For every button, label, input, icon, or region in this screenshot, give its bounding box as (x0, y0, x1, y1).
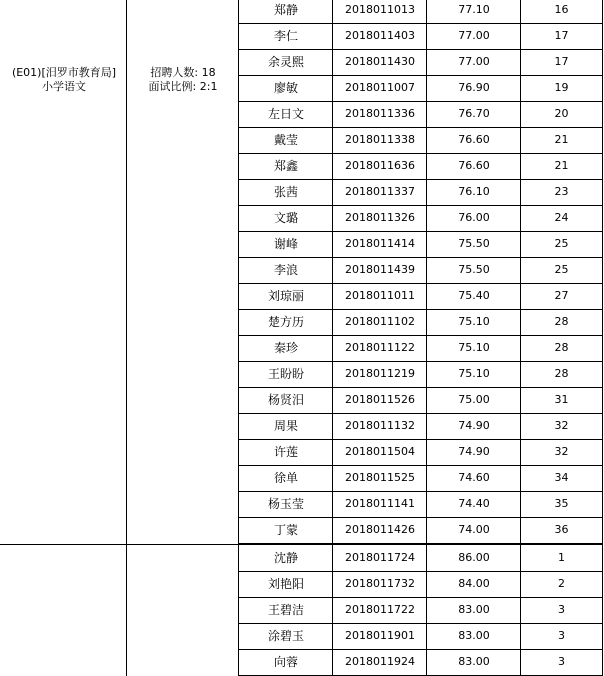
exam-id: 2018011007 (345, 81, 415, 94)
exam-score: 75.40 (458, 289, 490, 302)
candidate-name: 张茜 (273, 185, 298, 199)
exam-score: 74.90 (458, 445, 490, 458)
exam-id: 2018011338 (345, 133, 415, 146)
exam-id: 2018011526 (345, 393, 415, 406)
exam-score: 77.00 (458, 29, 490, 42)
exam-id: 2018011525 (345, 471, 415, 484)
table-row (239, 257, 602, 283)
exam-score: 75.00 (458, 393, 490, 406)
exam-score: 75.10 (458, 315, 490, 328)
exam-id: 2018011724 (345, 551, 415, 564)
table-row (239, 0, 602, 23)
candidate-name: 刘琼丽 (267, 289, 304, 303)
candidate-name: 涂碧玉 (267, 629, 304, 643)
table-row (239, 231, 602, 257)
table-row (239, 413, 602, 439)
exam-score: 77.10 (458, 3, 490, 16)
table-row (239, 309, 602, 335)
rank: 19 (554, 81, 569, 94)
candidate-name: 周果 (273, 419, 298, 433)
exam-id: 2018011924 (345, 655, 415, 668)
rank: 23 (554, 185, 569, 198)
exam-id: 2018011011 (345, 289, 415, 302)
candidate-name: 李浪 (273, 263, 298, 277)
exam-score: 74.40 (458, 497, 490, 510)
table-row (239, 127, 602, 153)
exam-score: 83.00 (458, 655, 490, 668)
position-code: (E01)[汨罗市教育局] (11, 66, 117, 79)
candidate-name: 许莲 (273, 445, 298, 459)
exam-id: 2018011219 (345, 367, 415, 380)
table-row (239, 545, 602, 571)
rank: 28 (554, 367, 569, 380)
table-row (239, 101, 602, 127)
exam-id: 2018011722 (345, 603, 415, 616)
table-row (239, 571, 602, 597)
candidate-name: 郑鑫 (273, 159, 298, 173)
candidate-name: 刘艳阳 (267, 577, 304, 591)
rank: 1 (558, 551, 565, 564)
candidate-name: 楚方历 (267, 315, 304, 329)
candidate-name: 文璐 (273, 211, 298, 225)
table-row (239, 649, 602, 675)
exam-score: 83.00 (458, 629, 490, 642)
exam-id: 2018011337 (345, 185, 415, 198)
table-row (239, 623, 602, 649)
exam-score: 76.70 (458, 107, 490, 120)
exam-id: 2018011132 (345, 419, 415, 432)
exam-id: 2018011439 (345, 263, 415, 276)
candidate-name: 沈静 (273, 551, 298, 565)
table-row (239, 153, 602, 179)
rank: 3 (558, 655, 565, 668)
table-row (239, 361, 602, 387)
exam-id: 2018011122 (345, 341, 415, 354)
exam-score: 83.00 (458, 603, 490, 616)
exam-score: 86.00 (458, 551, 490, 564)
rank: 2 (558, 577, 565, 590)
rank: 27 (554, 289, 569, 302)
position-subject: 小学语文 (42, 80, 86, 93)
exam-score: 76.60 (458, 133, 490, 146)
exam-score: 75.10 (458, 367, 490, 380)
candidate-name: 向蓉 (273, 655, 298, 669)
rank: 17 (554, 29, 569, 42)
candidate-name: 杨贤汨 (267, 393, 304, 407)
rank: 32 (554, 419, 569, 432)
exam-score: 76.60 (458, 159, 490, 172)
exam-id: 2018011636 (345, 159, 415, 172)
exam-score: 76.00 (458, 211, 490, 224)
exam-id: 2018011901 (345, 629, 415, 642)
row-border (238, 543, 603, 544)
candidate-name: 徐单 (273, 471, 298, 485)
rank: 21 (554, 133, 569, 146)
exam-id: 2018011732 (345, 577, 415, 590)
exam-id: 2018011430 (345, 55, 415, 68)
position-label (2, 66, 126, 94)
recruit-info (128, 66, 238, 94)
rank: 17 (554, 55, 569, 68)
exam-score: 84.00 (458, 577, 490, 590)
table-row (239, 597, 602, 623)
rank: 3 (558, 629, 565, 642)
rank: 24 (554, 211, 569, 224)
candidate-name: 戴莹 (273, 133, 298, 147)
exam-id: 2018011336 (345, 107, 415, 120)
recruit-count: 招聘人数: 18 (150, 66, 216, 79)
exam-score: 77.00 (458, 55, 490, 68)
table-row (239, 75, 602, 101)
candidate-name: 王盼盼 (267, 367, 304, 381)
table-row (239, 283, 602, 309)
exam-id: 2018011414 (345, 237, 415, 250)
candidate-name: 李仁 (273, 29, 298, 43)
candidate-name: 左日文 (267, 107, 304, 121)
table-row (239, 517, 602, 543)
rank: 25 (554, 237, 569, 250)
table-row (239, 179, 602, 205)
candidate-name: 谢峰 (273, 237, 298, 251)
rank: 25 (554, 263, 569, 276)
candidate-name: 王碧洁 (267, 603, 304, 617)
exam-id: 2018011141 (345, 497, 415, 510)
table-row (239, 491, 602, 517)
table-row (239, 205, 602, 231)
rank: 35 (554, 497, 569, 510)
exam-id: 2018011102 (345, 315, 415, 328)
exam-score: 75.50 (458, 237, 490, 250)
exam-score: 74.90 (458, 419, 490, 432)
candidate-name: 郑静 (273, 3, 298, 17)
rank: 32 (554, 445, 569, 458)
rank: 31 (554, 393, 569, 406)
exam-score: 74.00 (458, 523, 490, 536)
exam-id: 2018011326 (345, 211, 415, 224)
rank: 3 (558, 603, 565, 616)
table-row (239, 335, 602, 361)
grid-line (126, 0, 127, 676)
table-row (239, 23, 602, 49)
candidate-name: 廖敏 (273, 81, 298, 95)
rank: 28 (554, 315, 569, 328)
table-row (239, 439, 602, 465)
rank: 28 (554, 341, 569, 354)
table-row (239, 49, 602, 75)
rank: 21 (554, 159, 569, 172)
exam-id: 2018011403 (345, 29, 415, 42)
exam-score: 74.60 (458, 471, 490, 484)
candidate-name: 丁蒙 (273, 523, 298, 537)
exam-score: 76.90 (458, 81, 490, 94)
candidate-name: 杨玉莹 (267, 497, 304, 511)
rank: 16 (554, 3, 569, 16)
rank: 20 (554, 107, 569, 120)
exam-id: 2018011426 (345, 523, 415, 536)
exam-id: 2018011504 (345, 445, 415, 458)
exam-score: 75.50 (458, 263, 490, 276)
candidate-name: 余灵熙 (267, 55, 304, 69)
candidate-name: 秦珍 (273, 341, 298, 355)
exam-score: 76.10 (458, 185, 490, 198)
table-row (239, 465, 602, 491)
exam-score: 75.10 (458, 341, 490, 354)
exam-id: 2018011013 (345, 3, 415, 16)
rank: 34 (554, 471, 569, 484)
rank: 36 (554, 523, 569, 536)
table-row (239, 387, 602, 413)
interview-ratio: 面试比例: 2:1 (148, 80, 218, 93)
